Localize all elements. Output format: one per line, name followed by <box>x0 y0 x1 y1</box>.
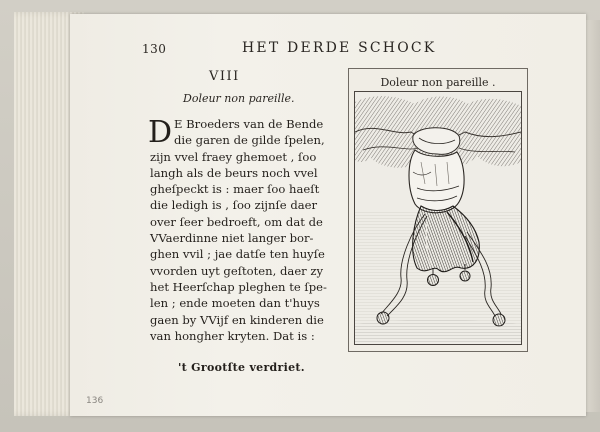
body-line: gheſpeckt is : maer ſoo haeſt <box>150 182 320 197</box>
body-line: het Heerſchap pleghen te ſpe- <box>150 279 327 294</box>
body-line: len ; ende moeten dan t'huys <box>150 296 320 311</box>
drop-capital: D <box>148 115 173 150</box>
body-line: gaen by VVijf en kinderen die <box>150 312 324 327</box>
body-line: over ſeer bedroeft, om dat de <box>150 214 323 229</box>
body-line: ghen vvil ; jae datſe ten huyſe <box>150 247 325 262</box>
body-line: VVaerdinne niet langer bor- <box>150 231 314 246</box>
book-right-edge <box>584 20 600 412</box>
engraving-plate <box>348 68 528 352</box>
pencil-annotation: 136 <box>86 396 104 406</box>
running-head: HET DERDE SCHOCK <box>242 40 437 56</box>
body-line: die ledigh is , ſoo zijnſe daer <box>150 198 318 213</box>
body-line: vvorden uyt geſtoten, daer zy <box>150 263 324 278</box>
hand-wringing-purse-engraving <box>355 92 521 344</box>
plate-caption: Doleur non pareille . <box>380 76 496 89</box>
page-number: 130 <box>142 42 167 56</box>
body-line: die garen de gilde ſpelen, <box>174 133 325 148</box>
body-line: E Broeders van de Bende <box>174 117 324 131</box>
body-line: zijn vvel fraey ghemoet , ſoo <box>150 149 317 164</box>
body-line: langh als de beurs noch vvel <box>150 165 318 180</box>
engraving-illustration <box>354 91 522 345</box>
section-number: VIII <box>209 69 240 84</box>
body-text <box>150 116 350 344</box>
closing-motto: 't Grootſte verdriet. <box>178 361 305 374</box>
section-subtitle: Doleur non pareille. <box>183 92 295 105</box>
body-line: van hongher kryten. Dat is : <box>150 328 315 343</box>
